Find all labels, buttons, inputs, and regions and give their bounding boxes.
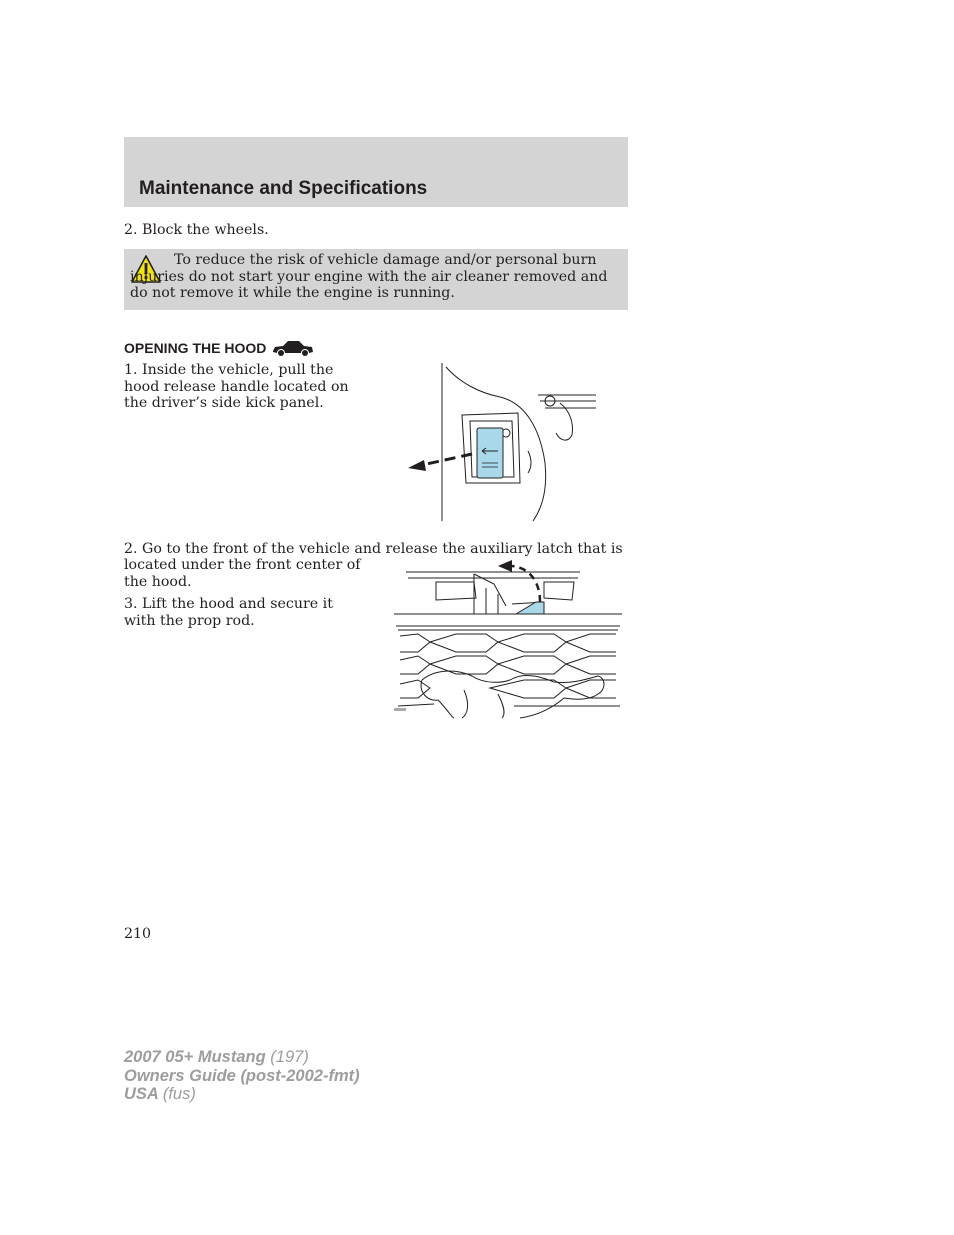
footer-line2: Owners Guide (post-2002-fmt) bbox=[124, 1066, 360, 1085]
warning-box bbox=[124, 249, 628, 310]
page-number: 210 bbox=[124, 926, 152, 942]
step-block-wheels: 2. Block the wheels. bbox=[124, 222, 269, 238]
footer bbox=[124, 1048, 360, 1104]
step2-line1: 2. Go to the front of the vehicle and release the auxiliary latch that is bbox=[124, 541, 623, 557]
opening-hood-heading bbox=[124, 338, 315, 358]
footer-line1 bbox=[124, 1048, 360, 1067]
footer-market-code: (fus) bbox=[162, 1085, 196, 1103]
step1-text: 1. Inside the vehicle, pull the hood release handle located on the driver’s side kick panel. bbox=[124, 362, 349, 411]
section-title: Maintenance and Specifications bbox=[139, 178, 428, 199]
auxiliary-latch-illustration bbox=[394, 560, 622, 720]
warning-text: To reduce the risk of vehicle damage and/or personal burn injuries do not start your engine with the air cleaner removed and do not remove it while the engine is running. bbox=[130, 252, 608, 301]
footer-market: USA bbox=[124, 1085, 159, 1103]
footer-model: 2007 05+ Mustang bbox=[124, 1048, 266, 1066]
footer-model-code: (197) bbox=[270, 1048, 309, 1066]
hood-release-illustration bbox=[400, 363, 600, 523]
step2-line2: located under the front center of the hood. bbox=[124, 557, 361, 590]
opening-hood-title: OPENING THE HOOD bbox=[124, 340, 267, 356]
step3-text: 3. Lift the hood and secure it with the prop rod. bbox=[124, 596, 333, 629]
footer-line3 bbox=[124, 1085, 360, 1104]
car-icon bbox=[271, 338, 315, 358]
